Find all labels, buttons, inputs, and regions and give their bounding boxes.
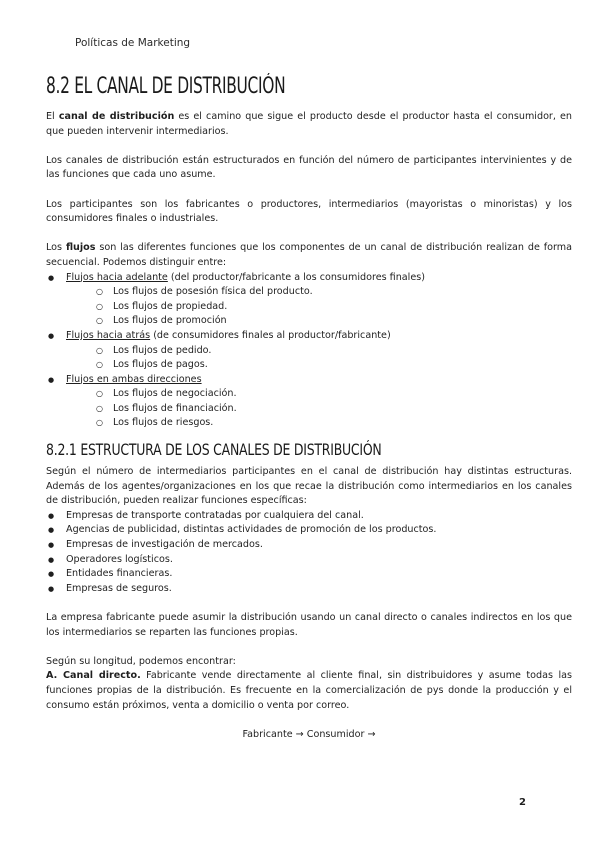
- list-item: ○ Los flujos de riesgos.: [66, 416, 572, 431]
- list-item: ● Empresas de seguros.: [46, 582, 572, 597]
- subsection-title: 8.2.1 ESTRUCTURA DE LOS CANALES DE DISTRIBUCIÓN: [46, 440, 382, 460]
- page-number: 2: [519, 797, 526, 808]
- list-item: ● Empresas de investigación de mercados.: [46, 538, 572, 553]
- list-item: ● Flujos en ambas direcciones ○ Los flujos de negociación. ○ Los flujos de financiación. ○ Los flujos de riesgos.: [46, 373, 572, 431]
- list-item: ○ Los flujos de posesión física del producto.: [66, 285, 572, 300]
- paragraph-manufacturer: La empresa fabricante puede asumir la distribución usando un canal directo o canales indirectos en los que los intermediarios se reparten las funciones propias.: [46, 612, 572, 638]
- list-item: ● Flujos hacia atrás (de consumidores finales al productor/fabricante) ○ Los flujos de pedido. ○ Los flujos de pagos.: [46, 329, 572, 373]
- paragraph-flows: Los flujos son las diferentes funciones que los componentes de un canal de distribución realizan de forma secuencial. Podemos distinguir entre:: [46, 242, 572, 268]
- list-item: ● Entidades financieras.: [46, 567, 572, 582]
- functions-list: [46, 509, 572, 597]
- list-item: ○ Los flujos de promoción: [66, 314, 572, 329]
- list-item: ○ Los flujos de pagos.: [66, 358, 572, 373]
- list-item: ● Flujos hacia adelante (del productor/fabricante a los consumidores finales) ○ Los flujos de posesión física del producto. ○ Los flujos de propiedad. ○ Los flujos de promoción: [46, 271, 572, 329]
- list-item: ● Agencias de publicidad, distintas actividades de promoción de los productos.: [46, 523, 572, 538]
- paragraph-canal-definition: El canal de distribución es el camino que sigue el producto desde el productor hasta el consumidor, en que pueden intervenir intermediarios.: [46, 111, 573, 137]
- list-item: ● Empresas de transporte contratadas por cualquiera del canal.: [46, 509, 572, 524]
- list-item: ○ Los flujos de pedido.: [66, 344, 572, 359]
- section-title: 8.2 EL CANAL DE DISTRIBUCIÓN: [46, 74, 286, 99]
- paragraph-length: Según su longitud, podemos encontrar:: [46, 655, 236, 667]
- paragraph-direct-channel: A. Canal directo. Fabricante vende directamente al cliente final, sin distribuidores y asume todas las funciones propias de la distribución. Es frecuente en la comercialización de pys donde la producción y el consumo están próximos, venta a domicilio o venta por correo.: [46, 670, 572, 711]
- paragraph-intermediaries: Según el número de intermediarios participantes en el canal de distribución hay distintas estructuras. Además de los agentes/organizaciones en los que recae la distribución como intermediarios en los canales de distribución, pueden realizar funciones específicas:: [46, 466, 572, 507]
- list-item: ○ Los flujos de financiación.: [66, 402, 572, 417]
- list-item: ○ Los flujos de propiedad.: [66, 300, 572, 315]
- document-body: [46, 72, 572, 742]
- channel-formula: Fabricante → Consumidor →: [242, 728, 376, 740]
- paragraph-structure: Los canales de distribución están estructurados en función del número de participantes intervinientes y de las funciones que cada uno asume.: [46, 154, 572, 181]
- flows-list: [46, 271, 572, 432]
- list-item: ● Operadores logísticos.: [46, 553, 572, 568]
- paragraph-participants: Los participantes son los fabricantes o productores, intermediarios (mayoristas o minoristas) y los consumidores finales o industriales.: [46, 198, 572, 225]
- page-header: Políticas de Marketing: [75, 37, 191, 49]
- list-item: ○ Los flujos de negociación.: [66, 387, 572, 402]
